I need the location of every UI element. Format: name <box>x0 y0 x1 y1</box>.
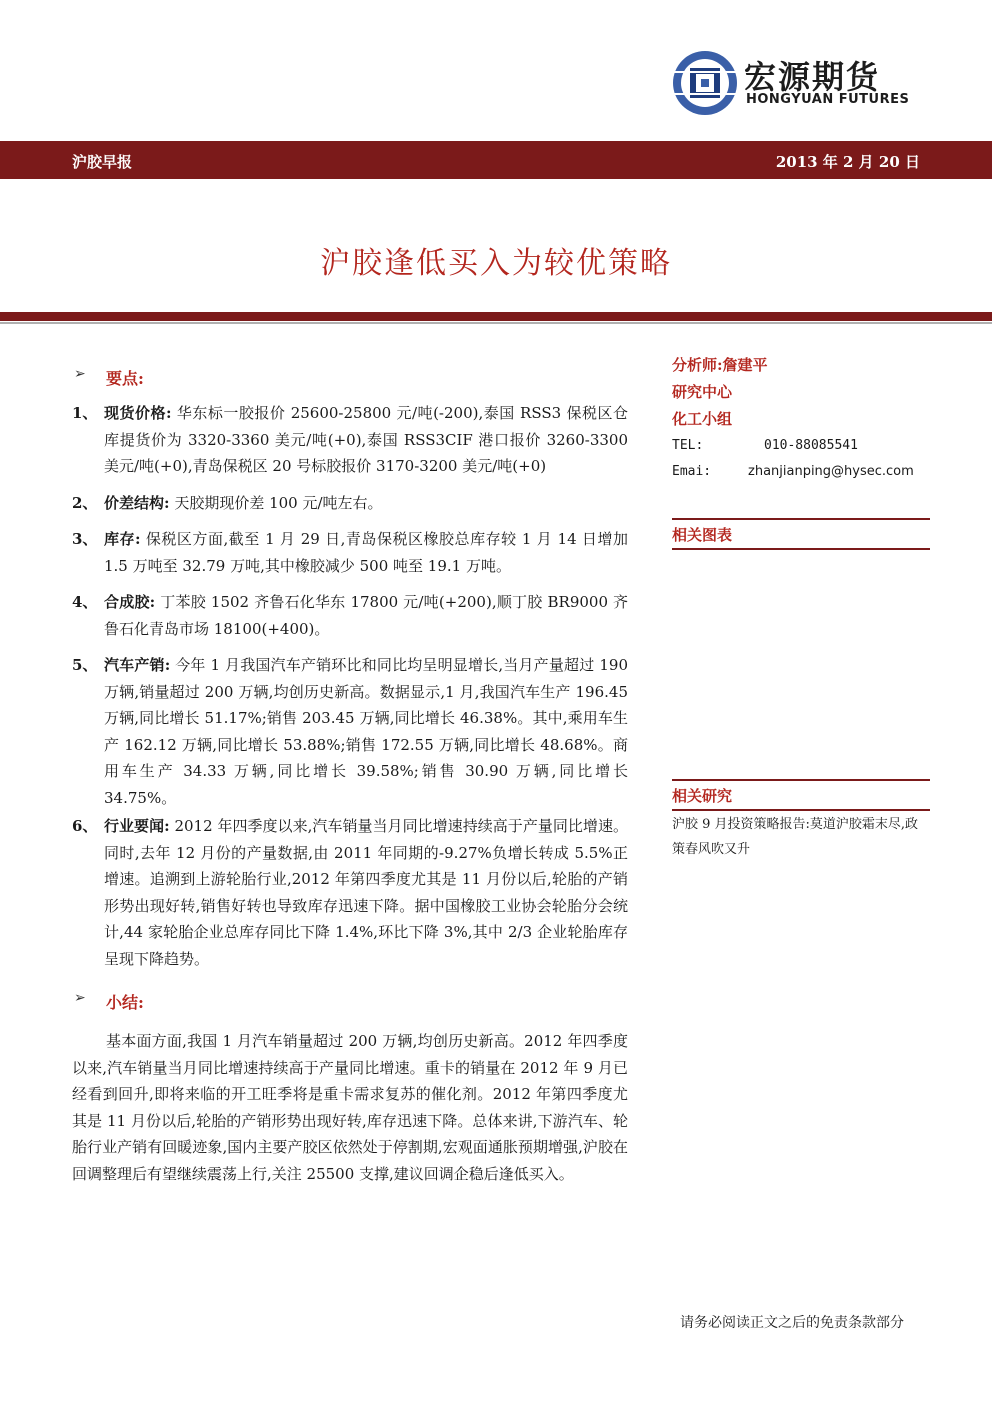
related-research-item[interactable]: 沪胶 9 月投资策略报告:莫道沪胶霜末尽,政策春风吹又升 <box>672 817 919 857</box>
item-text: 保税区方面,截至 1 月 29 日,青岛保税区橡胶总库存较 1 月 14 日增加 1.5 万吨至 32.79 万吨,其中橡胶减少 500 吨至 19.1 万吨。 <box>104 530 628 575</box>
logo-name-cn: 宏源期货 <box>744 58 881 96</box>
report-type: 沪胶早报 <box>72 153 133 171</box>
item-heading: 价差结构: <box>104 493 170 512</box>
key-point-item <box>72 490 628 517</box>
item-text: 今年 1 月我国汽车产销环比和同比均呈明显增长,当月产量超过 190 万辆,销量超过 200 万辆,均创历史新高。数据显示,1 月,我国汽车生产 196.45 万辆,同比增长 51.17%;销售 203.45 万辆,同比增长 46.38%。其中,乘用车生产 162.12 万辆,同比增长 53.88%;销售 172.55 万辆,同比增长 48.68%。商用车生产 34.33 万辆,同比增长 39.58%;销售 30.90 万辆,同比增长 34.75%。 <box>104 656 628 807</box>
item-text: 丁苯胶 1502 齐鲁石化华东 17800 元/吨(+200),顺丁胶 BR9000 齐鲁石化青岛市场 18100(+400)。 <box>104 593 628 638</box>
item-heading: 现货价格: <box>104 404 172 422</box>
analyst-name: 分析师:詹建平 <box>672 356 768 374</box>
related-charts-heading: 相关图表 <box>672 518 930 550</box>
email-label: Emai: <box>672 464 712 479</box>
item-text: 2012 年四季度以来,汽车销量当月同比增速持续高于产量同比增速。同时,去年 12 月份的产量数据,由 2011 年同期的-9.27%负增长转成 5.5%正增速。追溯到上游轮胎行业,2012 年第四季度尤其是 11 月份以后,轮胎的产销形势出现好转,销售好转也导致库存迅速下降。据中国橡胶工业协会轮胎分会统计,44 家轮胎企业总库存同比下降 1.4%,环比下降 3%,其中 2/3 企业轮胎库存呈现下降趋势。 <box>104 817 628 968</box>
item-number: 4、 <box>72 593 98 611</box>
item-text: 华东标一胶报价 25600-25800 元/吨(-200),泰国 RSS3 保税区仓库提货价为 3320-3360 美元/吨(+0),泰国 RSS3CIF 港口报价 3260-3300 美元/吨(+0),青岛保税区 20 号标胶报价 3170-3200 美元/吨(+0) <box>104 404 628 475</box>
item-heading: 合成胶: <box>104 593 156 611</box>
key-point-item <box>72 526 628 579</box>
team-name: 化工小组 <box>672 410 733 428</box>
company-logo <box>672 48 912 118</box>
title-divider <box>0 312 992 321</box>
phone-number: 010-88085541 <box>764 438 858 453</box>
related-research-heading: 相关研究 <box>672 779 930 811</box>
summary-heading: ➢ 小结: <box>74 990 144 1012</box>
item-number: 5、 <box>72 656 98 674</box>
report-date: 2013 年 2 月 20 日 <box>775 153 920 171</box>
key-point-item <box>72 652 628 811</box>
key-point-item <box>72 589 628 642</box>
sidebar <box>672 352 930 485</box>
bullet-arrow-icon: ➢ <box>74 366 86 382</box>
item-heading: 库存: <box>104 530 141 548</box>
email-address[interactable]: zhanjianping@hysec.com <box>748 464 914 479</box>
report-title: 沪胶逢低买入为较优策略 <box>320 246 672 281</box>
email-row <box>672 459 930 485</box>
phone-row <box>672 433 930 459</box>
item-number: 3、 <box>72 530 98 548</box>
key-point-item <box>72 400 628 480</box>
phone-label: TEL: <box>672 438 704 453</box>
summary-text: 基本面方面,我国 1 月汽车销量超过 200 万辆,均创历史新高。2012 年四季度以来,汽车销量当月同比增速持续高于产量同比增速。重卡的销量在 2012 年 9 月已经看到回升,即将来临的开工旺季将是重卡需求复苏的催化剂。2012 年第四季度尤其是 11 月份以后,轮胎的产销形势出现好转,库存迅速下降。总体来讲,下游汽车、轮胎行业产销有回暖迹象,国内主要产胶区依然处于停割期,宏观面通胀预期增强,沪胶在回调整理后有望继续震荡上行,关注 25500 支撑,建议回调企稳后逢低买入。 <box>72 1032 628 1183</box>
key-point-item <box>72 813 628 972</box>
item-text: 天胶期现价差 100 元/吨左右。 <box>174 493 383 512</box>
main-content <box>72 366 628 1187</box>
disclaimer-note: 请务必阅读正文之后的免责条款部分 <box>680 1315 904 1331</box>
hongyuan-logo-icon <box>672 50 738 116</box>
key-points-heading: ➢ 要点: <box>74 366 144 388</box>
item-number: 2、 <box>72 493 98 512</box>
item-number: 6、 <box>72 817 98 835</box>
item-heading: 行业要闻: <box>104 817 170 835</box>
bullet-arrow-icon: ➢ <box>74 990 86 1006</box>
item-heading: 汽车产销: <box>104 656 171 674</box>
header-banner <box>0 141 992 179</box>
title-divider-shadow <box>0 322 992 324</box>
logo-name-en: HONGYUAN FUTURES <box>746 92 910 107</box>
research-center: 研究中心 <box>672 383 733 401</box>
item-number: 1、 <box>72 404 98 422</box>
